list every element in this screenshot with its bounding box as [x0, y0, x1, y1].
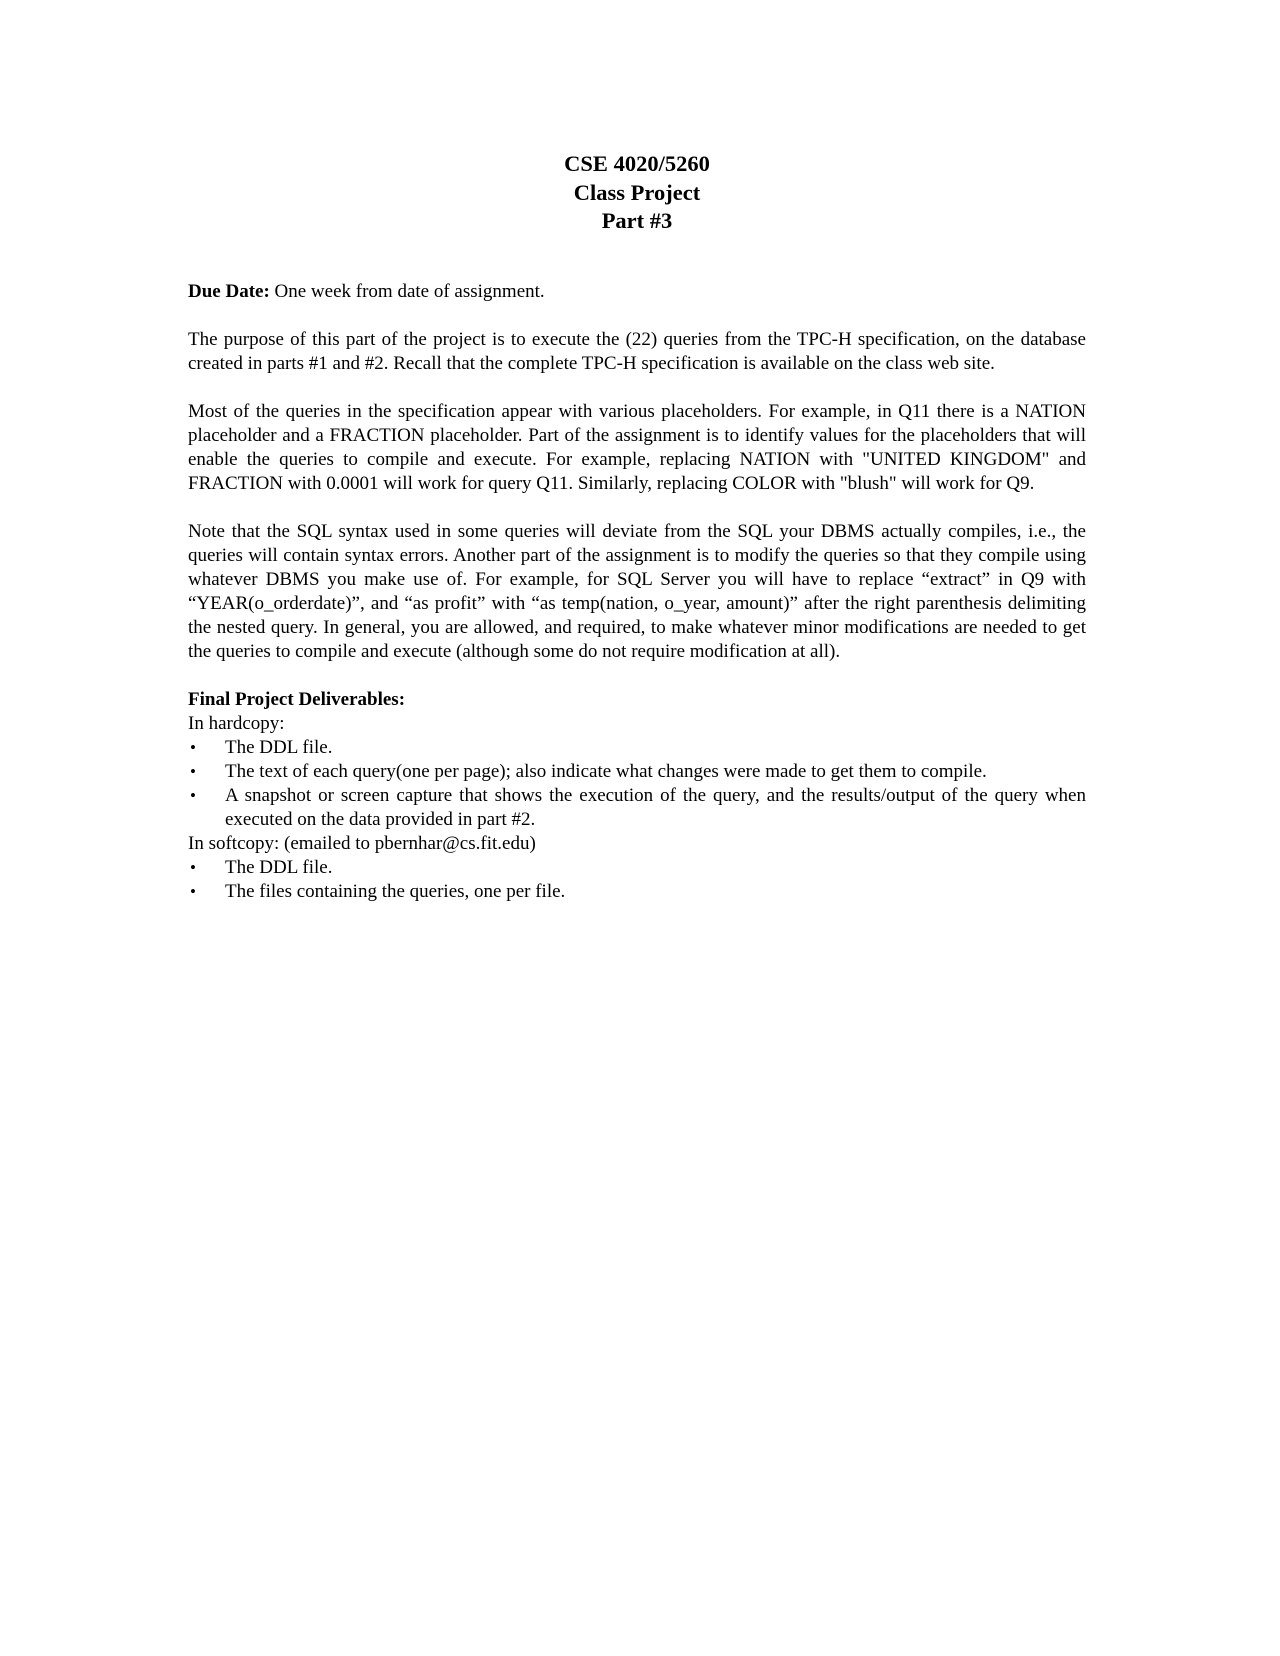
list-item	[188, 856, 1086, 880]
due-date-label: Due Date:	[188, 280, 270, 302]
document-page	[188, 150, 1086, 904]
list-item-text: The DDL file.	[225, 856, 333, 878]
bullet-icon: •	[190, 881, 196, 901]
list-item	[188, 760, 1086, 784]
part-number: Part #3	[601, 208, 673, 233]
bullet-icon: •	[190, 857, 196, 877]
hardcopy-list	[188, 736, 1086, 832]
course-code: CSE 4020/5260	[564, 151, 710, 176]
list-item-text: The text of each query(one per page); also indicate what changes were made to get them to compile.	[225, 760, 987, 782]
paragraph-purpose: The purpose of this part of the project is to execute the (22) queries from the TPC-H specification, on the database created in parts #1 and #2. Recall that the complete TPC-H specification is available on the class web site.	[188, 328, 1086, 374]
list-item-text: The files containing the queries, one per file.	[225, 880, 566, 902]
bullet-icon: •	[190, 761, 196, 781]
list-item-text: The DDL file.	[225, 736, 333, 758]
list-item	[188, 880, 1086, 904]
document-title	[188, 150, 1086, 236]
list-item	[188, 784, 1086, 832]
due-date-line	[188, 280, 1086, 304]
deliverables-heading: Final Project Deliverables:	[188, 688, 406, 710]
softcopy-list	[188, 856, 1086, 904]
deliverables-section	[188, 688, 1086, 904]
softcopy-label: In softcopy: (emailed to pbernhar@cs.fit.edu)	[188, 832, 536, 854]
hardcopy-label: In hardcopy:	[188, 712, 285, 734]
project-name: Class Project	[573, 179, 701, 205]
due-date-text: One week from date of assignment.	[269, 280, 545, 302]
list-item	[188, 736, 1086, 760]
paragraph-syntax: Note that the SQL syntax used in some queries will deviate from the SQL your DBMS actually compiles, i.e., the queries will contain syntax errors. Another part of the assignment is to modify the queries so that they compile using whatever DBMS you make use of. For example, for SQL Server you will have to replace “extract” in Q9 with “YEAR(o_orderdate)”, and “as profit” with “as temp(nation, o_year, amount)” after the right parenthesis delimiting the nested query. In general, you are allowed, and required, to make whatever minor modifications are needed to get the queries to compile and execute (although some do not require modification at all).	[188, 520, 1086, 662]
list-item-text: A snapshot or screen capture that shows the execution of the query, and the results/output of the query when executed on the data provided in part #2.	[225, 784, 1086, 830]
bullet-icon: •	[190, 737, 196, 757]
bullet-icon: •	[190, 785, 196, 805]
paragraph-placeholders: Most of the queries in the specification appear with various placeholders. For example, in Q11 there is a NATION placeholder and a FRACTION placeholder. Part of the assignment is to identify values for the placeholders that will enable the queries to compile and execute. For example, replacing NATION with "UNITED KINGDOM" and FRACTION with 0.0001 will work for query Q11. Similarly, replacing COLOR with "blush" will work for Q9.	[188, 400, 1086, 494]
